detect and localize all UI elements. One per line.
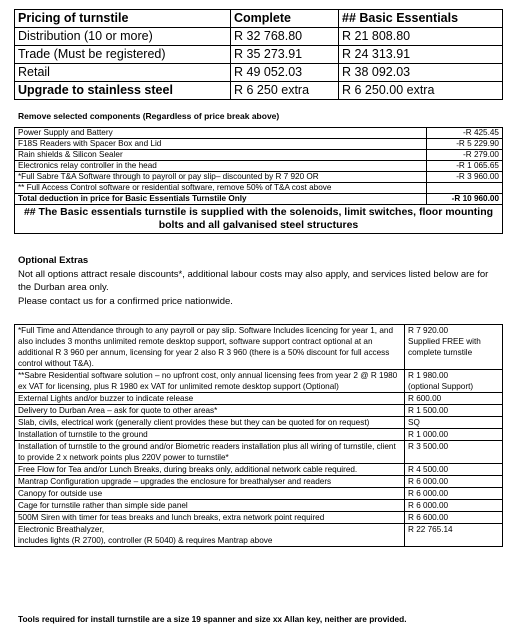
pricing-table [14, 9, 503, 100]
deduction-amount: -R 279.00 [427, 150, 503, 161]
pricing-row-label: Trade (Must be registered) [15, 46, 231, 64]
extras-price: R 22 765.14 [405, 524, 503, 547]
pricing-row [15, 28, 503, 46]
extras-item: Delivery to Durban Area – ask for quote to other areas* [15, 405, 405, 417]
extras-item: Electronic Breathalyzer, includes lights (R 2700), controller (R 5040) & requires Mantrap above [15, 524, 405, 547]
pricing-row-label: Upgrade to stainless steel [15, 82, 231, 100]
extras-price: R 1 500.00 [405, 405, 503, 417]
deduction-row [15, 161, 503, 172]
pricing-row [15, 46, 503, 64]
extras-row [15, 370, 503, 393]
extras-table [14, 324, 503, 547]
extras-item: External Lights and/or buzzer to indicate release [15, 393, 405, 405]
extras-row [15, 417, 503, 429]
deduction-item: Power Supply and Battery [15, 128, 427, 139]
extras-price: R 6 000.00 [405, 488, 503, 500]
extras-item: Slab, civils, electrical work (generally client provides these but they can be quoted for on request) [15, 417, 405, 429]
deduction-row [15, 128, 503, 139]
extras-row [15, 393, 503, 405]
deduction-row [15, 139, 503, 150]
extras-price: R 1 000.00 [405, 429, 503, 441]
deduction-amount [427, 183, 503, 194]
extras-price: R 6 000.00 [405, 500, 503, 512]
extras-price: SQ [405, 417, 503, 429]
extras-item: **Sabre Residential software solution – no upfront cost, only annual licensing fees from year 2 @ R 1980 ex VAT for licensing, plus R 1980 ex VAT for unlimited remote desktop support (Optional) [15, 370, 405, 393]
extras-price: R 7 920.00 Supplied FREE with complete turnstile [405, 325, 503, 370]
pricing-row-complete: R 32 768.80 [231, 28, 339, 46]
deduction-total-label: Total deduction in price for Basic Essentials Turnstile Only [15, 194, 427, 205]
extras-row [15, 512, 503, 524]
pricing-row-complete: R 35 273.91 [231, 46, 339, 64]
optional-extras-intro: Not all options attract resale discounts*, additional labour costs may also apply, and services listed below are for the Durban area only. [18, 268, 489, 293]
extras-row [15, 429, 503, 441]
extras-row [15, 441, 503, 464]
extras-row [15, 488, 503, 500]
extras-item: Canopy for outside use [15, 488, 405, 500]
optional-extras-title: Optional Extras [18, 255, 89, 266]
extras-row [15, 524, 503, 547]
extras-item: Installation of turnstile to the ground and/or Biometric readers installation plus all wiring of turnstile, client to provide 2 x network points plus 220V power to turnstile* [15, 441, 405, 464]
basic-essentials-note-row [15, 205, 503, 234]
pricing-row-basic: R 21 808.80 [339, 28, 503, 46]
pricing-header-row [15, 10, 503, 28]
pricing-row-basic: R 24 313.91 [339, 46, 503, 64]
pricing-row [15, 64, 503, 82]
extras-price: R 6 000.00 [405, 476, 503, 488]
extras-item: *Full Time and Attendance through to any payroll or pay slip. Software Includes licencing for year 1, and also includes 3 months unlimited remote desktop support, software support contract optional at an additional R 3 960 per annum, licensing for year 2 also R 3 960 (there is a 50% discount for full access control without T&A). [15, 325, 405, 370]
extras-item: 500M Siren with timer for teas breaks and lunch breaks, extra network point required [15, 512, 405, 524]
pricing-row-basic: R 38 092.03 [339, 64, 503, 82]
pricing-header-label: Pricing of turnstile [15, 10, 231, 28]
tools-footnote: Tools required for install turnstile are a size 19 spanner and size xx Allan key, neither are provided. [18, 614, 407, 624]
deduction-amount: -R 5 229.90 [427, 139, 503, 150]
extras-price: R 6 600.00 [405, 512, 503, 524]
extras-price: R 4 500.00 [405, 464, 503, 476]
deduction-amount: -R 3 960.00 [427, 172, 503, 183]
pricing-header-basic: ## Basic Essentials [339, 10, 503, 28]
deduction-amount: -R 425.45 [427, 128, 503, 139]
optional-extras-contact: Please contact us for a confirmed price nationwide. [18, 295, 233, 307]
extras-row [15, 405, 503, 417]
extras-item: Installation of turnstile to the ground [15, 429, 405, 441]
deduction-total-amount: -R 10 960.00 [427, 194, 503, 205]
pricing-row-complete: R 49 052.03 [231, 64, 339, 82]
deduction-item: Electronics relay controller in the head [15, 161, 427, 172]
deduction-row [15, 183, 503, 194]
extras-price: R 3 500.00 [405, 441, 503, 464]
deduction-row [15, 172, 503, 183]
pricing-row-label: Retail [15, 64, 231, 82]
pricing-row-label: Distribution (10 or more) [15, 28, 231, 46]
remove-components-note: Remove selected components (Regardless of price break above) [18, 111, 280, 121]
pricing-row-complete: R 6 250 extra [231, 82, 339, 100]
pricing-row-basic: R 6 250.00 extra [339, 82, 503, 100]
extras-row [15, 500, 503, 512]
deduction-amount: -R 1 065.65 [427, 161, 503, 172]
extras-item: Mantrap Configuration upgrade – upgrades the enclosure for breathalyser and readers [15, 476, 405, 488]
deduction-item: *Full Sabre T&A Software through to payroll or pay slip– discounted by R 7 920 OR [15, 172, 427, 183]
extras-price: R 600.00 [405, 393, 503, 405]
deduction-row [15, 150, 503, 161]
optional-extras-section [18, 254, 498, 308]
extras-row [15, 325, 503, 370]
extras-row [15, 476, 503, 488]
deductions-table [14, 127, 503, 234]
pricing-header-complete: Complete [231, 10, 339, 28]
extras-item: Cage for turnstile rather than simple side panel [15, 500, 405, 512]
deduction-item: ** Full Access Control software or residential software, remove 50% of T&A cost above [15, 183, 427, 194]
extras-price: R 1 980.00 (optional Support) [405, 370, 503, 393]
extras-row [15, 464, 503, 476]
deduction-item: F18S Readers with Spacer Box and Lid [15, 139, 427, 150]
extras-item: Free Flow for Tea and/or Lunch Breaks, during breaks only, additional network cable required. [15, 464, 405, 476]
deduction-item: Rain shields & Silicon Sealer [15, 150, 427, 161]
deduction-total-row [15, 194, 503, 205]
basic-essentials-note: ## The Basic essentials turnstile is supplied with the solenoids, limit switches, floor mounting bolts and all galvanised steel structures [15, 205, 503, 234]
pricing-row-upgrade [15, 82, 503, 100]
